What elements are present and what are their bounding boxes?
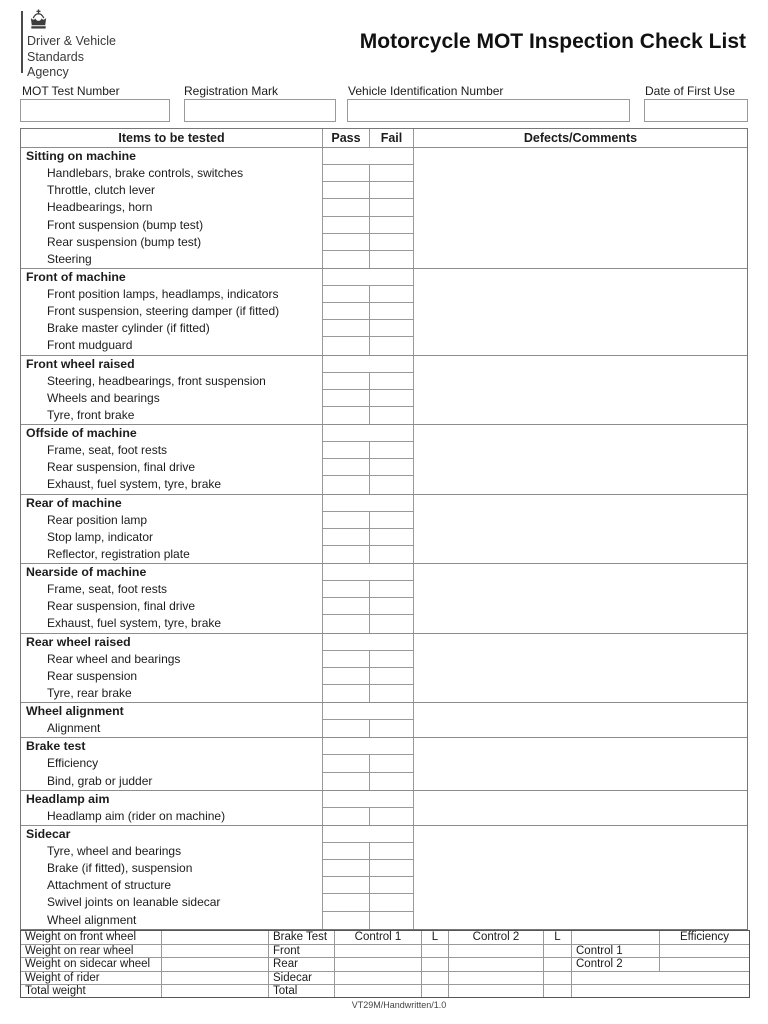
passfail-row [323,615,413,632]
item-label: Headlamp aim (rider on machine) [47,808,226,823]
item-label: Stop lamp, indicator [47,529,154,544]
section-passfail-column [323,269,413,355]
brake-value-cell[interactable] [421,984,448,997]
control-row-label: Control 2 [571,957,659,970]
defects-cell[interactable] [413,826,747,929]
section-items-column [21,791,323,825]
section-title: Front of machine [26,269,126,284]
control-row-label: Control 1 [571,944,659,957]
weights-brake-test-table [20,930,750,998]
item-label: Rear position lamp [47,512,148,527]
section-passfail-merged-cell[interactable] [323,703,413,720]
logo-vertical-rule [21,11,23,73]
item-label: Wheels and bearings [47,390,160,405]
pass-cell[interactable] [323,808,370,825]
weight-label: Weight on sidecar wheel [21,957,161,970]
fail-cell[interactable] [370,581,413,597]
item-label: Rear suspension (bump test) [47,234,202,249]
passfail-row [323,546,413,563]
column-header-defects: Defects/Comments [413,129,747,147]
pass-cell[interactable] [323,286,370,302]
passfail-row [323,894,413,911]
fail-cell[interactable] [370,615,413,632]
item-label: Alignment [47,721,101,736]
section-title: Nearside of machine [26,565,147,579]
section-passfail-merged-cell[interactable] [323,791,413,808]
pass-cell[interactable] [323,912,370,929]
item-label: Reflector, registration plate [47,546,190,561]
item-label: Frame, seat, foot rests [47,582,168,597]
passfail-row [323,337,413,354]
brake-value-cell[interactable] [334,971,421,984]
section-items-column [21,703,323,737]
weight-label: Total weight [21,984,161,997]
weight-value-input[interactable] [161,957,268,970]
brake-row-label: Rear [268,957,334,970]
brake-row-label: Sidecar [268,971,334,984]
item-label: Tyre, wheel and bearings [47,844,182,858]
fail-cell[interactable] [370,459,413,475]
section-passfail-merged-cell[interactable] [323,634,413,651]
date-of-first-use-input[interactable] [644,99,748,122]
section-passfail-column [323,148,413,268]
section-title: Front wheel raised [26,356,135,371]
efficiency-value-input[interactable] [659,957,749,970]
fail-cell[interactable] [370,755,413,771]
pass-cell[interactable] [323,199,370,215]
passfail-row [323,165,413,182]
section-title: Sitting on machine [26,149,136,163]
fail-cell[interactable] [370,165,413,181]
weight-value-input[interactable] [161,984,268,997]
pass-cell[interactable] [323,668,370,684]
fail-cell[interactable] [370,651,413,667]
defects-cell[interactable] [413,634,747,703]
item-label: Steering [47,251,92,266]
item-label: Frame, seat, foot rests [47,443,168,458]
brake-value-cell[interactable] [421,944,448,957]
section-passfail-merged-cell[interactable] [323,148,413,165]
fail-cell[interactable] [370,668,413,684]
fail-cell[interactable] [370,303,413,319]
pass-cell[interactable] [323,651,370,667]
fail-cell[interactable] [370,546,413,563]
section-title: Rear wheel raised [26,634,131,649]
section-passfail-merged-cell[interactable] [323,425,413,442]
brake-value-cell[interactable] [421,957,448,970]
weight-value-input[interactable] [161,931,268,944]
passfail-row [323,843,413,860]
checklist-section [21,494,747,564]
item-label: Brake (if fitted), suspension [47,861,193,876]
passfail-row [323,251,413,268]
passfail-row [323,773,413,790]
checklist-section [21,424,747,494]
pass-cell[interactable] [323,390,370,406]
pass-cell[interactable] [323,720,370,737]
fail-cell[interactable] [370,877,413,893]
efficiency-value-input[interactable] [659,944,749,957]
brake-value-cell[interactable] [543,984,571,997]
mot-test-number-input[interactable] [20,99,170,122]
fail-cell[interactable] [370,442,413,458]
defects-cell[interactable] [413,495,747,564]
pass-cell[interactable] [323,894,370,910]
registration-mark-label: Registration Mark [184,84,279,98]
section-passfail-merged-cell[interactable] [323,495,413,512]
pass-cell[interactable] [323,476,370,493]
fail-cell[interactable] [370,407,413,424]
pass-cell[interactable] [323,512,370,528]
item-label: Throttle, clutch lever [47,183,156,198]
item-label: Rear suspension, final drive [47,460,196,475]
defects-cell[interactable] [413,356,747,425]
fail-cell[interactable] [370,320,413,336]
passfail-row [323,808,413,825]
fail-cell[interactable] [370,843,413,859]
pass-cell[interactable] [323,320,370,336]
pass-cell[interactable] [323,442,370,458]
item-label: Efficiency [47,756,99,771]
fail-cell[interactable] [370,860,413,876]
passfail-row [323,529,413,546]
section-passfail-column [323,703,413,737]
checklist-section [21,147,747,268]
date-of-first-use-label: Date of First Use [645,84,736,98]
section-title: Headlamp aim [26,791,110,806]
section-items-column [21,425,323,494]
section-passfail-column [323,564,413,633]
passfail-row [323,476,413,493]
checklist-section [21,737,747,789]
brake-value-cell[interactable] [543,957,571,970]
fail-cell[interactable] [370,199,413,215]
brake-value-cell[interactable] [448,957,543,970]
item-label: Tyre, front brake [47,407,135,422]
column-header-items: Items to be tested [21,129,323,147]
section-title: Offside of machine [26,426,137,440]
control1-header: Control 1 [334,931,421,944]
passfail-row [323,877,413,894]
mot-test-number-label: MOT Test Number [22,84,120,98]
checklist-section [21,633,747,703]
l-header: L [543,931,571,944]
pass-cell[interactable] [323,407,370,424]
section-items-column [21,148,323,268]
spacer-cell [571,984,749,997]
brake-value-cell[interactable] [334,984,421,997]
section-passfail-merged-cell[interactable] [323,738,413,755]
efficiency-header: Efficiency [659,931,749,944]
fail-cell[interactable] [370,685,413,702]
section-passfail-column [323,738,413,789]
fail-cell[interactable] [370,390,413,406]
passfail-row [323,651,413,668]
fail-cell[interactable] [370,217,413,233]
fail-cell[interactable] [370,234,413,250]
item-label: Front suspension (bump test) [47,217,204,232]
brake-value-cell[interactable] [334,944,421,957]
weight-value-input[interactable] [161,971,268,984]
crown-icon [27,9,50,32]
item-label: Rear suspension [47,668,138,683]
fail-cell[interactable] [370,337,413,354]
defects-cell[interactable] [413,425,747,494]
agency-name [27,34,116,81]
fail-cell[interactable] [370,720,413,737]
pass-cell[interactable] [323,877,370,893]
pass-cell[interactable] [323,755,370,771]
column-header-pass: Pass [323,129,370,147]
pass-cell[interactable] [323,303,370,319]
item-label: Rear suspension, final drive [47,599,196,614]
passfail-row [323,668,413,685]
pass-cell[interactable] [323,182,370,198]
pass-cell[interactable] [323,165,370,181]
fail-cell[interactable] [370,912,413,929]
vehicle-identification-number-label: Vehicle Identification Number [348,84,504,98]
fail-cell[interactable] [370,808,413,825]
pass-cell[interactable] [323,773,370,790]
brake-value-cell[interactable] [448,944,543,957]
item-label: Exhaust, fuel system, tyre, brake [47,616,222,631]
checklist-section [21,702,747,737]
weight-label: Weight of rider [21,971,161,984]
section-title: Sidecar [26,826,71,841]
item-label: Brake master cylinder (if fitted) [47,321,210,336]
fail-cell[interactable] [370,182,413,198]
item-label: Attachment of structure [47,878,172,893]
passfail-row [323,720,413,737]
brake-row-label: Front [268,944,334,957]
defects-cell[interactable] [413,564,747,633]
pass-cell[interactable] [323,860,370,876]
section-passfail-column [323,356,413,425]
section-passfail-merged-cell[interactable] [323,356,413,373]
section-items-column [21,356,323,425]
defects-cell[interactable] [413,791,747,825]
fail-cell[interactable] [370,529,413,545]
checklist-section [21,355,747,425]
defects-cell[interactable] [413,738,747,789]
pass-cell[interactable] [323,459,370,475]
passfail-row [323,234,413,251]
section-items-column [21,269,323,355]
brake-value-cell[interactable] [543,971,571,984]
agency-name-line: Driver & Vehicle [27,34,116,48]
registration-mark-input[interactable] [184,99,336,122]
control2-header: Control 2 [448,931,543,944]
fail-cell[interactable] [370,598,413,614]
passfail-row [323,407,413,424]
defects-cell[interactable] [413,703,747,737]
section-passfail-column [323,826,413,929]
passfail-row [323,755,413,772]
brake-value-cell[interactable] [543,944,571,957]
section-items-column [21,634,323,703]
form-reference: VT29M/Handwritten/1.0 [351,1000,447,1010]
passfail-row [323,182,413,199]
pass-cell[interactable] [323,598,370,614]
section-passfail-column [323,495,413,564]
section-title: Rear of machine [26,495,122,510]
passfail-row [323,320,413,337]
item-label: Wheel alignment [47,912,137,927]
item-label: Handlebars, brake controls, switches [47,166,244,181]
pass-cell[interactable] [323,615,370,632]
brake-value-cell[interactable] [448,971,543,984]
checklist-section [21,563,747,633]
passfail-row [323,442,413,459]
defects-cell[interactable] [413,269,747,355]
passfail-row [323,217,413,234]
spacer-cell [571,971,749,984]
passfail-row [323,598,413,615]
section-items-column [21,564,323,633]
item-label: Tyre, rear brake [47,685,132,700]
section-passfail-merged-cell[interactable] [323,826,413,843]
item-label: Front mudguard [47,338,133,353]
item-label: Swivel joints on leanable sidecar [47,895,221,910]
passfail-row [323,685,413,702]
section-passfail-column [323,634,413,703]
pass-cell[interactable] [323,337,370,354]
passfail-row [323,860,413,877]
fail-cell[interactable] [370,512,413,528]
pass-cell[interactable] [323,685,370,702]
section-passfail-merged-cell[interactable] [323,564,413,581]
fail-cell[interactable] [370,773,413,790]
brake-test-header: Brake Test [268,931,334,944]
pass-cell[interactable] [323,373,370,389]
item-label: Steering, headbearings, front suspension [47,373,266,388]
section-title: Brake test [26,739,86,754]
defects-cell[interactable] [413,148,747,268]
checklist-section [21,825,747,929]
section-items-column [21,738,323,789]
passfail-row [323,373,413,390]
section-passfail-column [323,425,413,494]
item-label: Rear wheel and bearings [47,651,181,666]
item-label: Front suspension, steering damper (if fitted) [47,304,280,319]
pass-cell[interactable] [323,843,370,859]
pass-cell[interactable] [323,251,370,268]
pass-cell[interactable] [323,581,370,597]
checklist-section [21,790,747,825]
pass-cell[interactable] [323,217,370,233]
brake-value-cell[interactable] [448,984,543,997]
page-title: Motorcycle MOT Inspection Check List [359,30,746,53]
fail-cell[interactable] [370,476,413,493]
weight-value-input[interactable] [161,944,268,957]
section-title: Wheel alignment [26,704,124,718]
pass-cell[interactable] [323,529,370,545]
fail-cell[interactable] [370,894,413,910]
weight-label: Weight on front wheel [25,931,137,943]
checklist-header-row [21,129,747,147]
fail-cell[interactable] [370,251,413,268]
l-header: L [421,931,448,944]
item-label: Bind, grab or judder [47,773,153,788]
passfail-row [323,199,413,216]
checklist-table [20,128,748,930]
passfail-row [323,912,413,929]
pass-cell[interactable] [323,234,370,250]
fail-cell[interactable] [370,373,413,389]
passfail-row [323,286,413,303]
brake-value-cell[interactable] [334,957,421,970]
section-items-column [21,495,323,564]
passfail-row [323,512,413,529]
section-passfail-merged-cell[interactable] [323,269,413,286]
brake-value-cell[interactable] [421,971,448,984]
column-header-fail: Fail [380,131,403,145]
fail-cell[interactable] [370,286,413,302]
agency-name-line: Standards [27,49,84,64]
passfail-row [323,303,413,320]
passfail-row [323,390,413,407]
agency-name-line: Agency [27,65,69,79]
checklist-section [21,268,747,355]
vehicle-identification-number-input[interactable] [347,99,630,122]
item-label: Exhaust, fuel system, tyre, brake [47,477,222,492]
passfail-row [323,581,413,598]
spacer-cell [571,931,659,944]
item-label: Headbearings, horn [47,200,153,215]
section-passfail-column [323,791,413,825]
brake-row-label: Total [268,984,334,997]
item-label: Front position lamps, headlamps, indicators [47,287,279,301]
pass-cell[interactable] [323,546,370,563]
section-items-column [21,826,323,929]
weight-label: Weight on rear wheel [21,944,161,957]
passfail-row [323,459,413,476]
